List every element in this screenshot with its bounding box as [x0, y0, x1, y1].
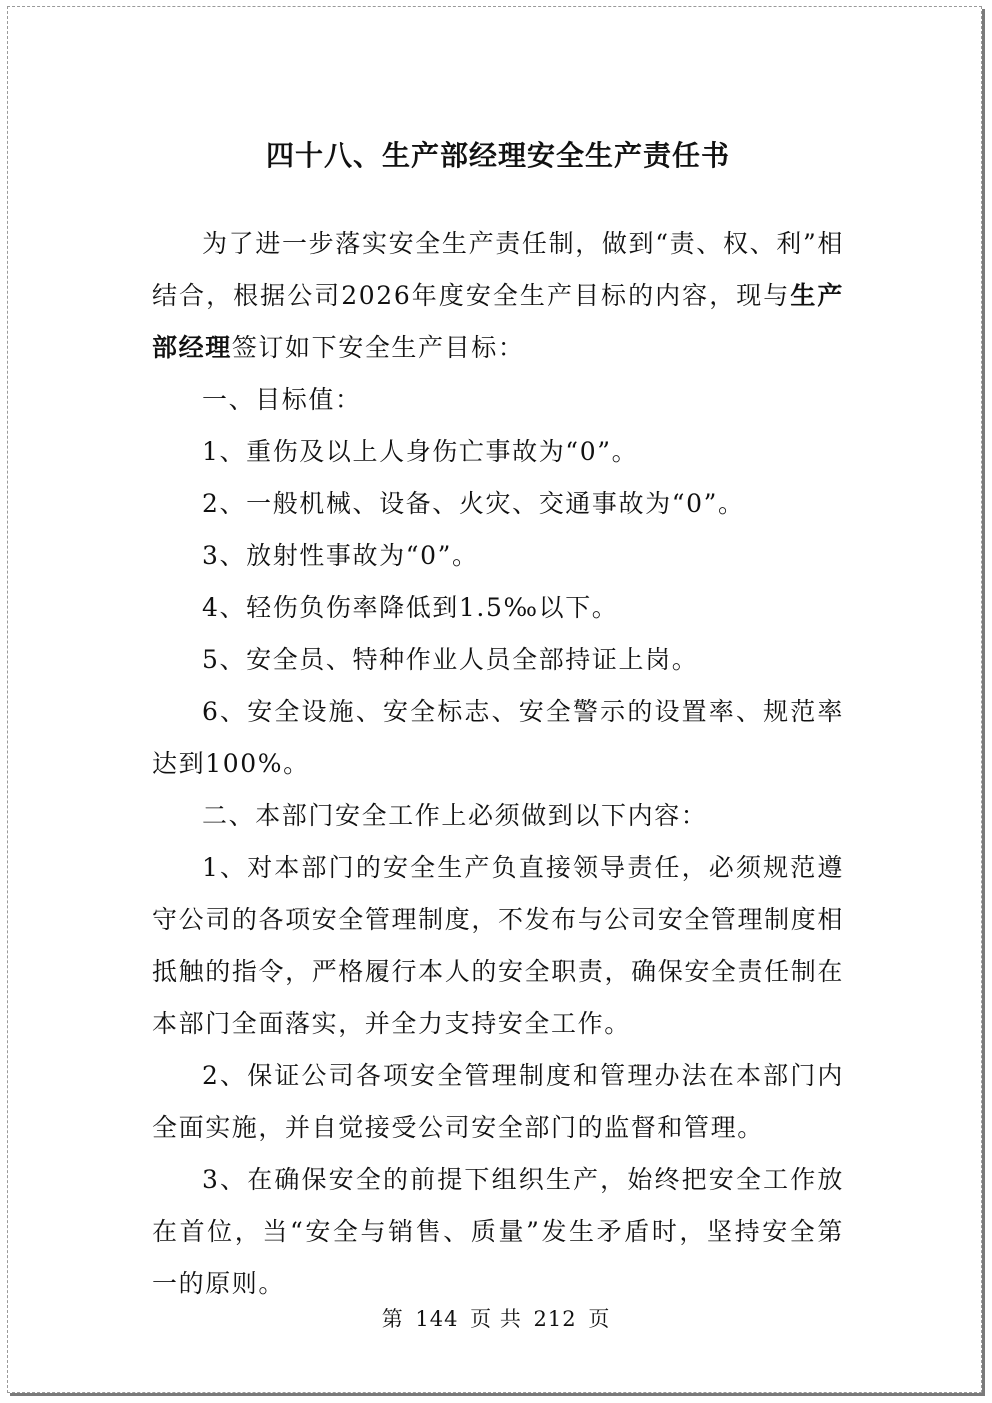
footer-prefix: 第: [381, 1307, 404, 1331]
intro-paragraph: [152, 218, 844, 374]
section-heading-requirements: 二、本部门安全工作上必须做到以下内容：: [202, 801, 708, 830]
document-content: [152, 130, 844, 1310]
footer-page-number: 144: [415, 1307, 459, 1331]
target-item: 6、安全设施、安全标志、安全警示的设置率、规范率达到100%。: [152, 697, 844, 778]
intro-party-name: 生产部经理: [152, 281, 845, 362]
target-item: 5、安全员、特种作业人员全部持证上岗。: [202, 645, 699, 674]
target-item: 1、重伤及以上人身伤亡事故为“0”。: [202, 437, 639, 466]
requirement-item: 3、在确保安全的前提下组织生产，始终把安全工作放在首位，当“安全与销售、质量”发生矛盾时，坚持安全第一的原则。: [152, 1165, 844, 1298]
requirement-item: 2、保证公司各项安全管理制度和管理办法在本部门内全面实施，并自觉接受公司安全部门的监督和管理。: [152, 1061, 844, 1142]
target-item: 4、轻伤负伤率降低到1.5‰以下。: [202, 593, 619, 622]
requirement-item: 1、对本部门的安全生产负直接领导责任，必须规范遵守公司的各项安全管理制度，不发布与公司安全管理制度相抵触的指令，严格履行本人的安全职责，确保安全责任制在本部门全面落实，并全力支持安全工作。: [152, 853, 844, 1038]
page-footer: [0, 1303, 992, 1333]
target-item: 2、一般机械、设备、火灾、交通事故为“0”。: [202, 489, 745, 518]
intro-text-1: 为了进一步落实安全生产责任制，做到“责、权、利”相结合，根据公司2026年度安全生产目标的内容，现与: [152, 229, 844, 310]
page-title: 四十八、生产部经理安全生产责任书: [265, 139, 730, 172]
intro-text-2: 签订如下安全生产目标：: [231, 333, 525, 362]
section-heading-targets: 一、目标值：: [202, 385, 362, 414]
target-item: 3、放射性事故为“0”。: [202, 541, 479, 570]
footer-middle: 页 共: [470, 1307, 522, 1331]
footer-total-pages: 212: [533, 1307, 577, 1331]
footer-suffix: 页: [588, 1307, 611, 1331]
